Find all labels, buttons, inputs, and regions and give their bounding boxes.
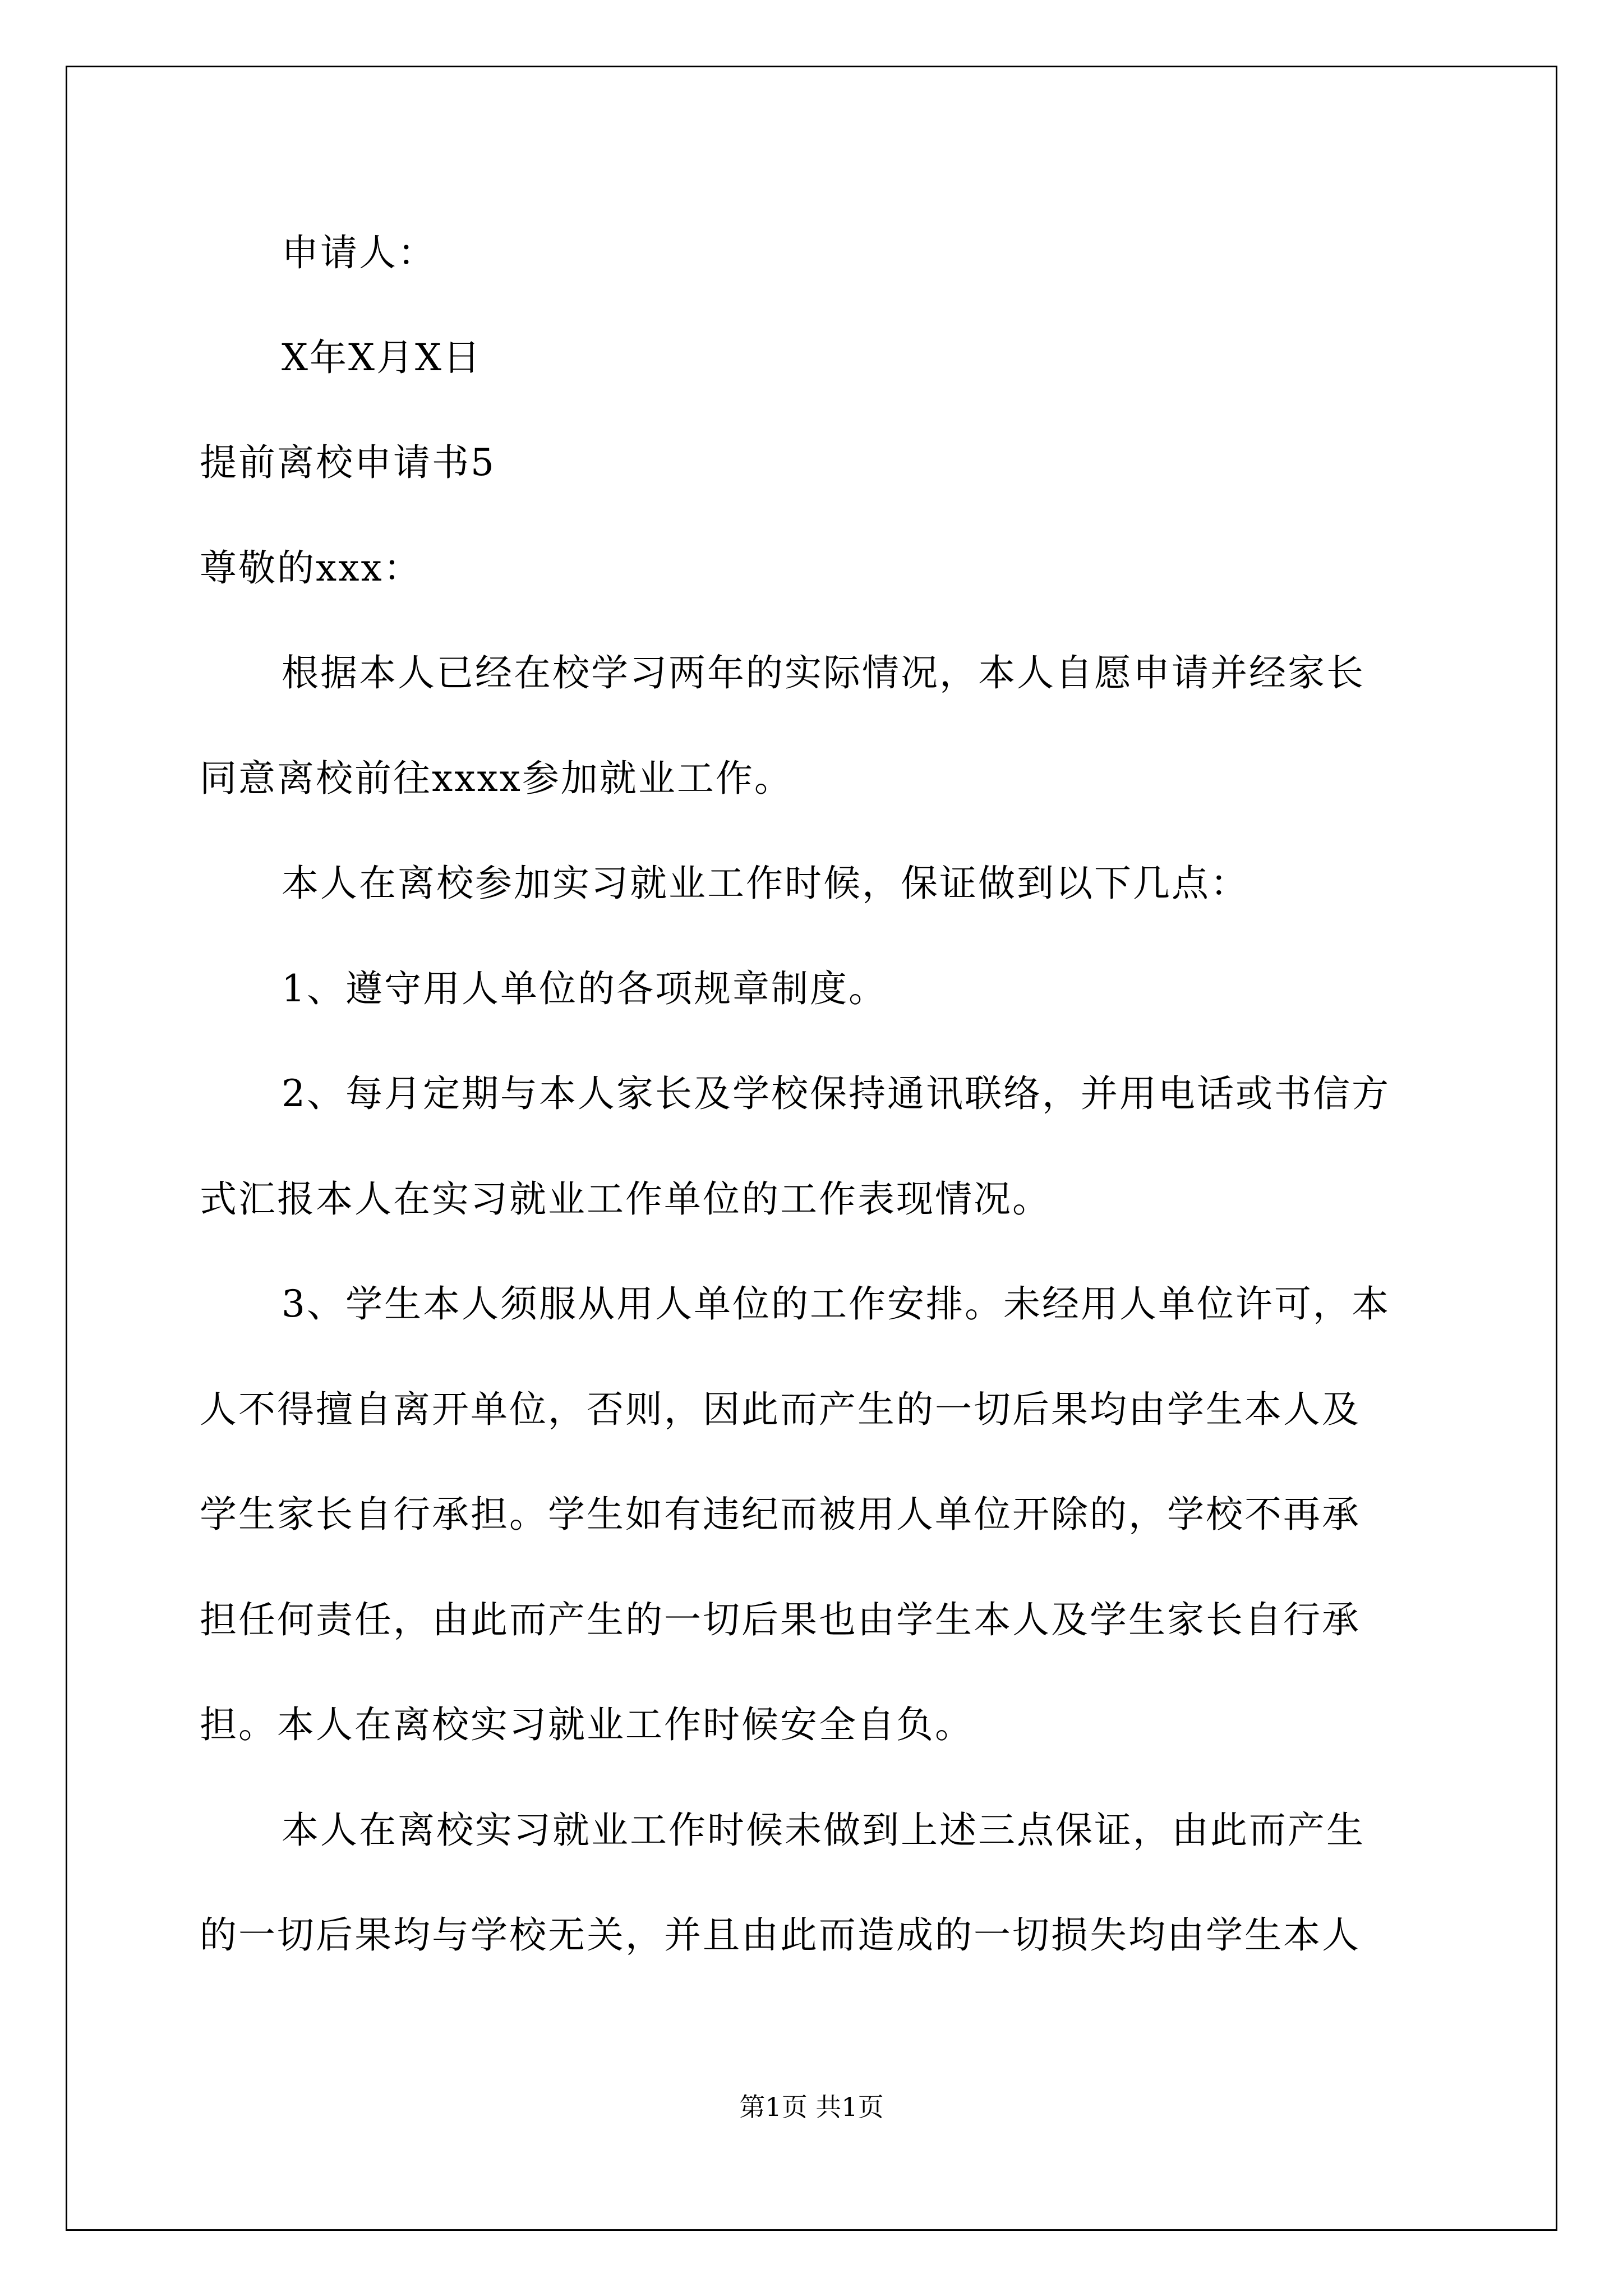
page-footer: 第1页 共1页 xyxy=(739,2092,884,2122)
body-line: 本人在离校实习就业工作时候未做到上述三点保证，由此而产生 xyxy=(282,1809,1365,1852)
body-line: 2、每月定期与本人家长及学校保持通讯联络，并用电话或书信方 xyxy=(282,1072,1390,1115)
body-line: 根据本人已经在校学习两年的实际情况，本人自愿申请并经家长 xyxy=(282,651,1365,694)
salutation: 尊敬的xxx： xyxy=(200,546,422,590)
document-title: 提前离校申请书5 xyxy=(200,441,496,484)
body-line: 担。本人在离校实习就业工作时候安全自负。 xyxy=(200,1703,974,1746)
body-line: 同意离校前往xxxx参加就业工作。 xyxy=(200,757,793,800)
body-line: 本人在离校参加实习就业工作时候，保证做到以下几点： xyxy=(282,862,1249,905)
applicant-line: 申请人： xyxy=(282,231,436,274)
date-line: X年X月X日 xyxy=(282,336,482,379)
body-line: 3、学生本人须服从用人单位的工作安排。未经用人单位许可，本 xyxy=(282,1282,1390,1326)
body-line: 的一切后果均与学校无关，并且由此而造成的一切损失均由学生本人 xyxy=(200,1913,1361,1957)
page-border xyxy=(66,66,1557,2231)
body-line: 学生家长自行承担。学生如有违纪而被用人单位开除的，学校不再承 xyxy=(200,1493,1361,1536)
body-line: 担任何责任，由此而产生的一切后果也由学生本人及学生家长自行承 xyxy=(200,1598,1361,1641)
body-line: 式汇报本人在实习就业工作单位的工作表现情况。 xyxy=(200,1177,1051,1221)
body-line: 人不得擅自离开单位，否则，因此而产生的一切后果均由学生本人及 xyxy=(200,1388,1361,1431)
body-line: 1、遵守用人单位的各项规章制度。 xyxy=(282,967,887,1010)
